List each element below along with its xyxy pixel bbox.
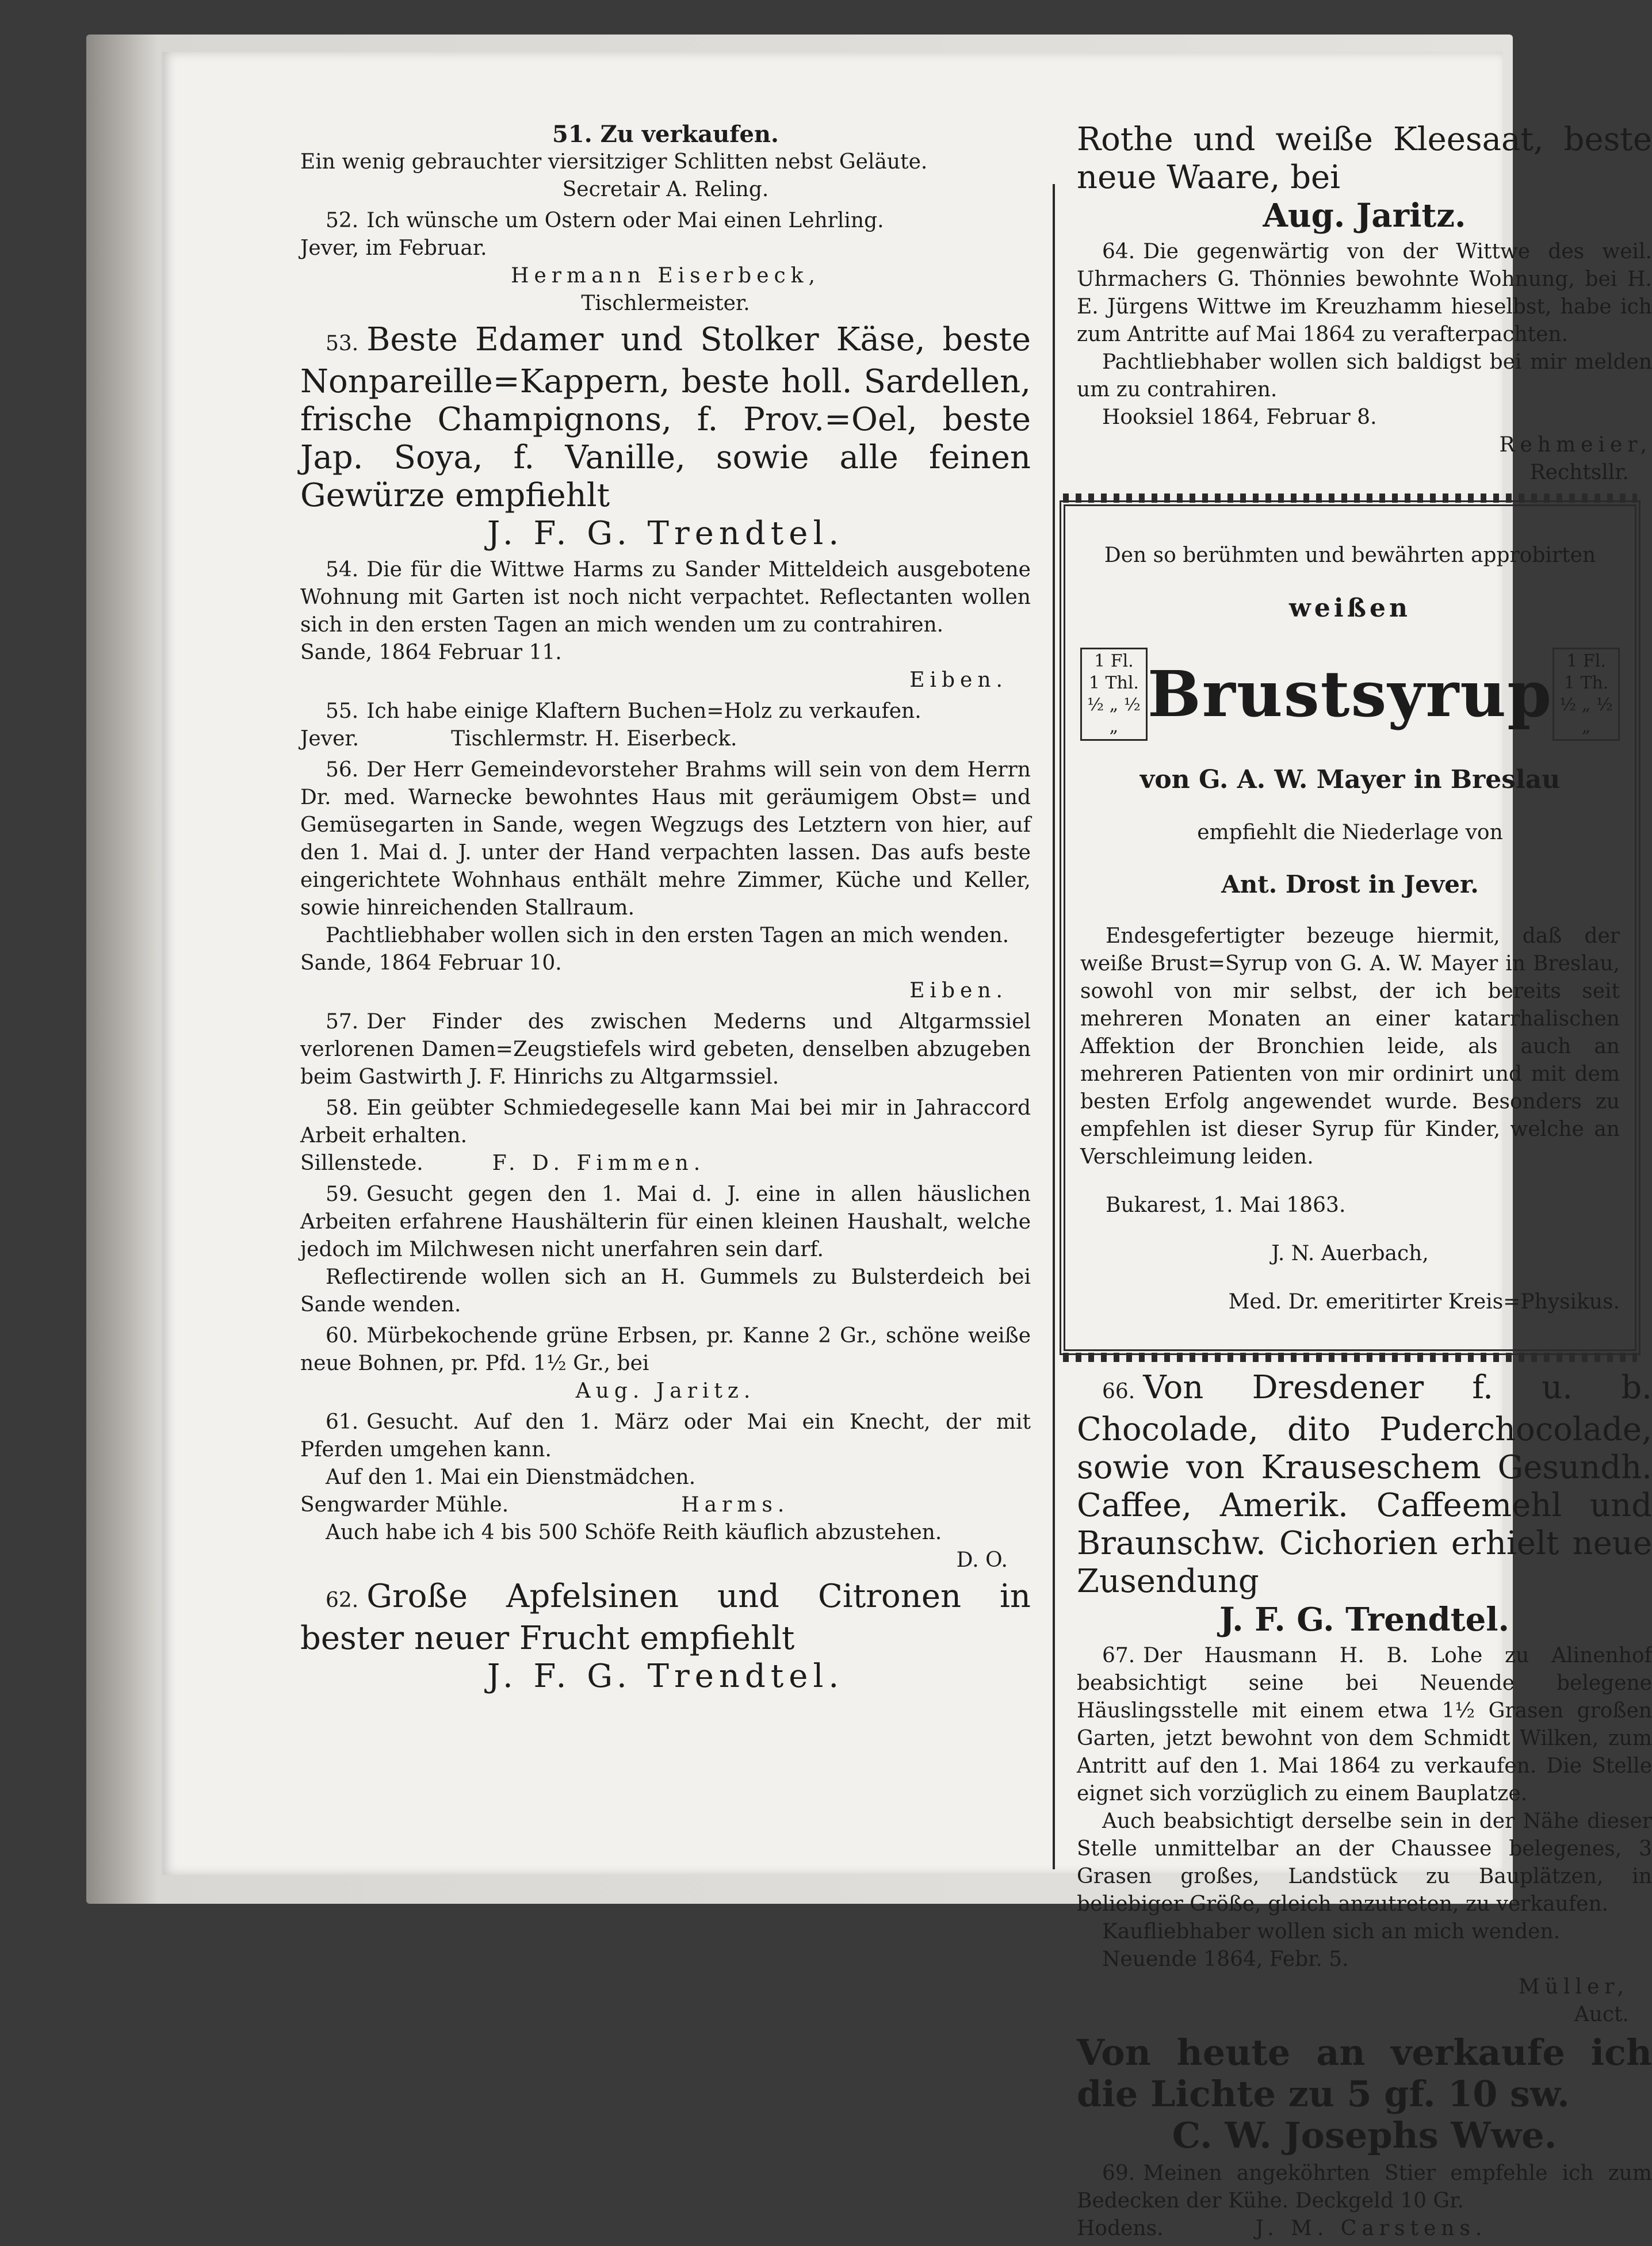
ad-text: Der Hausmann H. B. Lohe zu Alinenhof beabsichtigt seine bei Neuende belegene Häuslingsstelle mit einem etwa 1½ Grasen großen Garten, jetzt bewohnt von dem Schmidt Wilken, zum Antritt auf den 1. Mai 1864 zu verkaufen. Die Stelle eignet sich vorzüglich zu einem Bauplatze.	[1077, 1644, 1652, 1805]
ad-text-2: Pachtliebhaber wollen sich in den ersten Tagen an mich wenden.	[326, 924, 1009, 947]
ad-66	[1077, 1369, 1652, 1639]
ad-signature: Rehmeier,	[1499, 433, 1652, 457]
ad-text-2: Auch beabsichtigt derselbe sein in der Nähe dieser Stelle unmittelbar an der Chaussee belegenes, 3 Grasen großes, Landstück zu Bauplätzen, in beliebiger Größe, gleich anzutreten, zu verkaufen.	[1077, 1809, 1652, 1916]
ad-signature: C. W. Josephs Wwe.	[1172, 2114, 1557, 2156]
ad-signature: J. F. G. Trendtel.	[487, 1658, 844, 1695]
price-box-right	[1552, 648, 1620, 741]
ad-text: Von Dresdener f. u. b. Chocolade, dito Puderchocolade, sowie von Krauseschem Gesundh. Caffee, Amerik. Caffeemehl und Braunschw. Cichorien erhielt neue Zusendung	[1077, 1369, 1652, 1600]
ad-number: 64.	[1102, 240, 1135, 263]
ad-text: Beste Edamer und Stolker Käse, beste Nonpareille=Kappern, beste holl. Sardellen, frische Champignons, f. Prov.=Oel, beste Jap. Soya, f. Vanille, sowie alle feinen Gewürze empfiehlt	[300, 321, 1031, 514]
ad-65-framed	[1060, 500, 1640, 1355]
ad-intro: Den so berühmten und bewährten approbirten	[1104, 544, 1596, 567]
price-right-top: 1 Fl. 1 Th.	[1563, 651, 1609, 693]
ad-62	[300, 1578, 1031, 1696]
ad-place: Hodens.	[1077, 2217, 1164, 2240]
ad-number: 59.	[326, 1183, 359, 1206]
ad-64	[1077, 238, 1652, 487]
ad-57	[300, 1008, 1031, 1091]
ad-number: 67.	[1102, 1644, 1135, 1667]
ad-signature: Harms.	[681, 1493, 790, 1517]
price-left-bottom: ½ „ ½ „	[1087, 695, 1141, 737]
ad-number: 69.	[1102, 2161, 1135, 2185]
ad-maker: von G. A. W. Mayer in Breslau	[1139, 765, 1561, 794]
ad-56	[300, 756, 1031, 1005]
ad-signature: Tischlermstr. H. Eiserbeck.	[451, 727, 737, 751]
ad-53	[300, 321, 1031, 553]
ad-51	[300, 121, 1031, 204]
ad-text: Ich habe einige Klaftern Buchen=Holz zu verkaufen.	[366, 699, 921, 723]
price-left-top: 1 Fl. 1 Thl.	[1088, 651, 1139, 693]
ad-number: 56.	[326, 758, 359, 782]
ad-signature-title: Tischlermeister.	[581, 292, 750, 315]
ad-text: Gesucht. Auf den 1. März oder Mai ein Knecht, der mit Pferden umgehen kann.	[300, 1410, 1031, 1461]
product-name: Brustsyrup	[1147, 657, 1553, 731]
ad-text: Ein wenig gebrauchter viersitziger Schlitten nebst Geläute.	[300, 150, 928, 174]
ad-place: Jever.	[300, 727, 360, 751]
ad-number: 61.	[326, 1410, 359, 1434]
ad-place: Sande, 1864 Februar 10.	[300, 951, 562, 975]
ad-number: 66.	[1102, 1380, 1135, 1403]
ad-signature: Eiben.	[909, 979, 1008, 1003]
ad-text-3: Auch habe ich 4 bis 500 Schöfe Reith käuflich abzustehen.	[326, 1521, 942, 1544]
ad-text: Ein geübter Schmiedegeselle kann Mai bei mir in Jahraccord Arbeit erhalten.	[300, 1096, 1031, 1147]
ad-signature: Eiben.	[909, 668, 1008, 692]
ad-signature-title: Med. Dr. emeritirter Kreis=Physikus.	[1228, 1290, 1620, 1314]
ad-text: Meinen angeköhrten Stier empfehle ich zum Bedecken der Kühe. Deckgeld 10 Gr.	[1077, 2161, 1652, 2213]
ad-number: 51.	[552, 121, 592, 148]
ad-text: Gesucht gegen den 1. Mai d. J. eine in allen häuslichen Arbeiten erfahrene Haushälterin für einen kleinen Haushalt, welche jedoch im Milchwesen nicht unerfahren sein darf.	[300, 1183, 1031, 1261]
ad-signature-3: D. O.	[956, 1548, 1008, 1572]
ad-dealer: Ant. Drost in Jever.	[1221, 870, 1479, 898]
ad-text: Rothe und weiße Kleesaat, beste neue Waare, bei	[1077, 121, 1652, 196]
ad-61	[300, 1409, 1031, 1574]
ad-signature: J. N. Auerbach,	[1271, 1242, 1429, 1265]
ad-text: Mürbekochende grüne Erbsen, pr. Kanne 2 Gr., schöne weiße neue Bohnen, pr. Pfd. 1½ Gr., bei	[300, 1324, 1031, 1375]
ad-60	[300, 1322, 1031, 1405]
ad-68	[1077, 2032, 1652, 2156]
left-column	[300, 121, 1031, 1699]
ad-niederlage: empfiehlt die Niederlage von	[1197, 821, 1503, 844]
ad-52	[300, 207, 1031, 317]
ad-number: 62.	[326, 1589, 359, 1612]
ad-place: Sande, 1864 Februar 11.	[300, 641, 562, 664]
ad-number: 54.	[326, 558, 359, 581]
ad-text: Große Apfelsinen und Citronen in bester neuer Frucht empfiehlt	[300, 1578, 1031, 1657]
ad-signature: J. F. G. Trendtel.	[1219, 1601, 1509, 1639]
ad-number: 58.	[326, 1096, 359, 1120]
ad-place: Sillenstede.	[300, 1151, 423, 1175]
ad-text-2: Auf den 1. Mai ein Dienstmädchen.	[326, 1466, 696, 1489]
ad-69	[1077, 2160, 1652, 2243]
ad-number: 55.	[326, 699, 359, 723]
product-row	[1080, 648, 1620, 741]
ad-signature: Müller,	[1518, 1975, 1629, 1999]
ad-place: Neuende 1864, Febr. 5.	[1102, 1947, 1349, 1971]
ad-number: 53.	[326, 332, 359, 355]
ad-58	[300, 1095, 1031, 1177]
ad-59	[300, 1181, 1031, 1319]
ad-text: Ich wünsche um Ostern oder Mai einen Lehrling.	[366, 209, 884, 232]
price-box-left	[1080, 648, 1148, 741]
ad-67	[1077, 1642, 1652, 2029]
ad-number: 60.	[326, 1324, 359, 1348]
ad-heading: Zu verkaufen.	[600, 121, 779, 148]
ad-55	[300, 698, 1031, 753]
ad-text: Von heute an verkaufe ich die Lichte zu 5 gf. 10 sw.	[1077, 2031, 1652, 2115]
ad-signature: Aug. Jaritz.	[1263, 197, 1466, 235]
ad-63	[1077, 121, 1652, 235]
ad-place: Bukarest, 1. Mai 1863.	[1106, 1193, 1346, 1217]
ad-testimonial: Endesgefertigter bezeuge hiermit, daß der weiße Brust=Syrup von G. A. W. Mayer in Breslau, sowohl von mir selbst, der ich bereits seit mehreren Monaten an einer katarrhalischen Affektion der Bronchien leide, als auch an mehreren Patienten von mir ordinirt und mit dem besten Erfolg angewendet wurde. Besonders zu empfehlen ist dieser Syrup für Kinder, welche an Verschleimung leiden.	[1080, 924, 1620, 1169]
ad-text: Der Herr Gemeindevorsteher Brahms will sein von dem Herrn Dr. med. Warnecke bewohntes Haus mit geräumigem Obst= und Gemüsegarten in Sande, wegen Wegzugs des Letztern von hier, auf den 1. Mai d. J. unter der Hand verpachten lassen. Das aufs beste eingerichtete Wohnhaus enthält mehre Zimmer, Küche und Keller, sowie hinreichenden Stallraum.	[300, 758, 1031, 920]
ad-number: 57.	[326, 1010, 359, 1034]
ad-text: Die gegenwärtig von der Wittwe des weil. Uhrmachers G. Thönnies bewohnte Wohnung, bei H. E. Jürgens Wittwe im Kreuzhamm hieselbst, habe ich zum Antritte auf Mai 1864 zu verafterpachten.	[1077, 240, 1652, 346]
column-divider	[1053, 184, 1055, 1869]
ad-number: 52.	[326, 209, 359, 232]
ad-signature: Hermann Eiserbeck,	[511, 264, 820, 288]
ad-signature-title: Auct.	[1574, 2003, 1629, 2026]
ad-place: Hooksiel 1864, Februar 8.	[1102, 405, 1377, 429]
ad-signature-title: Rechtsllr.	[1529, 461, 1629, 484]
ad-place: Jever, im Februar.	[300, 236, 487, 260]
ad-signature: F. D. Fimmen.	[492, 1151, 706, 1175]
newspaper-page	[162, 52, 1652, 2240]
ad-text-2: Reflectirende wollen sich an H. Gummels zu Bulsterdeich bei Sande wenden.	[300, 1265, 1031, 1317]
ad-weissen: weißen	[1289, 594, 1411, 623]
ad-place: Sengwarder Mühle.	[300, 1493, 509, 1517]
ad-signature: Aug. Jaritz.	[575, 1379, 756, 1403]
ad-signature: Secretair A. Reling.	[562, 178, 769, 201]
ad-text: Der Finder des zwischen Mederns und Altgarmssiel verlorenen Damen=Zeugstiefels wird gebeten, denselben abzugeben beim Gastwirth J. F. Hinrichs zu Altgarmssiel.	[300, 1010, 1031, 1089]
ad-text-2: Pachtliebhaber wollen sich baldigst bei mir melden um zu contrahiren.	[1077, 350, 1652, 401]
ad-text-3: Kaufliebhaber wollen sich an mich wenden.	[1102, 1920, 1561, 1943]
ad-signature: J. M. Carstens.	[1255, 2217, 1487, 2240]
ad-54	[300, 556, 1031, 694]
ad-text: Die für die Wittwe Harms zu Sander Mitteldeich ausgebotene Wohnung mit Garten ist noch nicht verpachtet. Reflectanten wollen sich in den ersten Tagen an mich wenden um zu contrahiren.	[300, 558, 1031, 637]
ad-signature: J. F. G. Trendtel.	[487, 515, 844, 552]
right-column	[1077, 121, 1652, 2246]
price-right-bottom: ½ „ ½ „	[1559, 695, 1613, 737]
